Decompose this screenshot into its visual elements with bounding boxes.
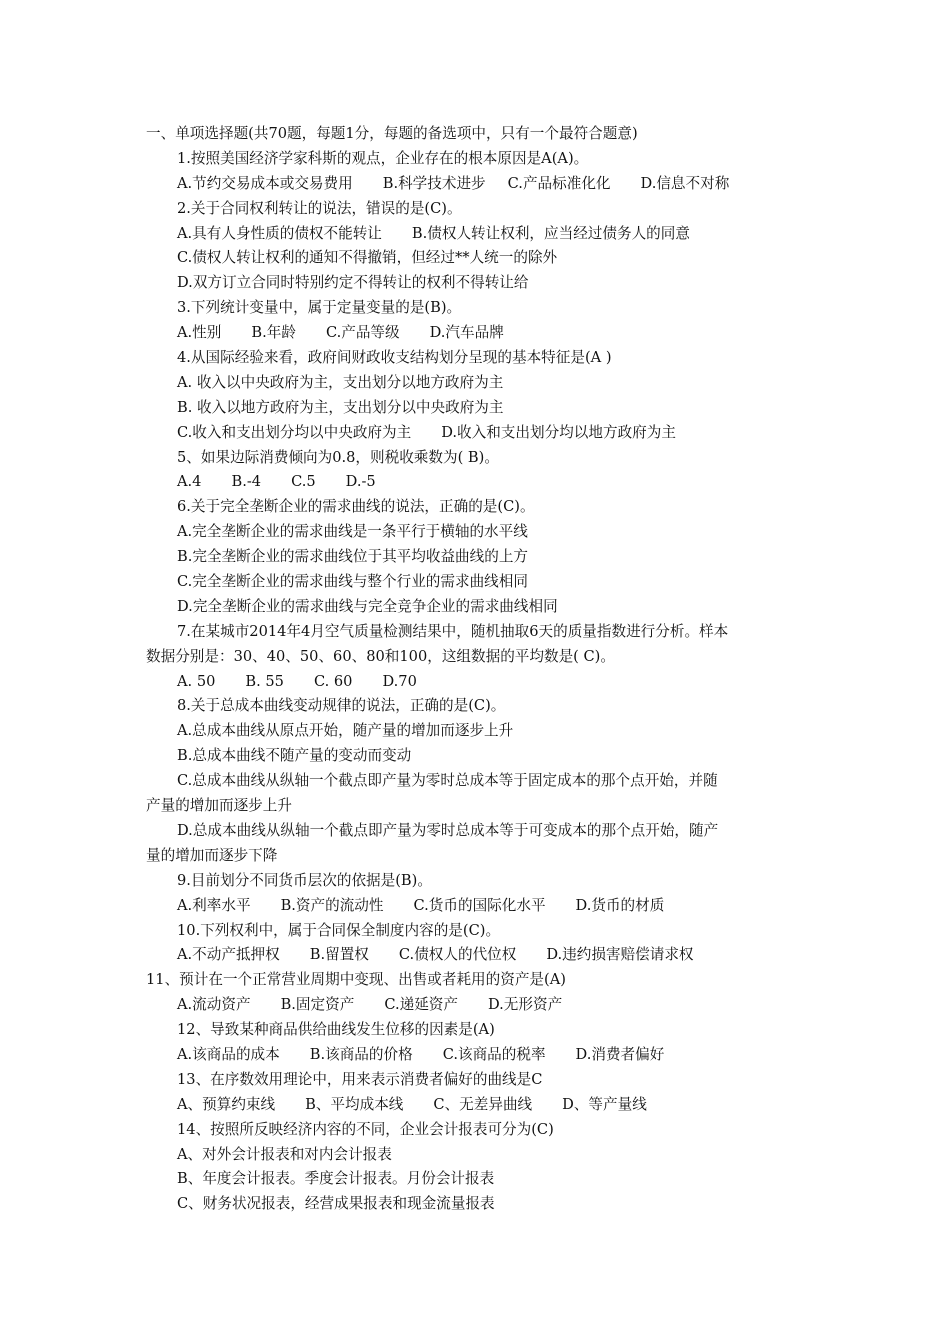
option: C.债权人转让权利的通知不得撤销，但经过**人统一的除外 (177, 249, 558, 267)
option-row (146, 172, 816, 197)
option: A、预算约束线 (177, 1095, 276, 1113)
option: A.该商品的成本 (177, 1045, 280, 1063)
option: C.该商品的税率 (442, 1045, 546, 1063)
option: B. 收入以地方政府为主，支出划分以中央政府为主 (177, 398, 504, 416)
option-row (146, 670, 816, 695)
option: A.不动产抵押权 (177, 946, 280, 964)
option: B.科学技术进步 (382, 174, 486, 192)
option: B.留置权 (309, 946, 369, 964)
option: A.性别 (177, 324, 222, 342)
question-stem: 6.关于完全垄断企业的需求曲线的说法，正确的是(C)。 (177, 498, 535, 516)
option-row (146, 421, 816, 446)
option: A.总成本曲线从原点开始，随产量的增加而逐步上升 (177, 722, 514, 740)
option-row (146, 470, 816, 495)
question-stem: 9.目前划分不同货币层次的依据是(B)。 (177, 871, 432, 889)
option-row (146, 894, 816, 919)
option: C.总成本曲线从纵轴一个截点即产量为零时总成本等于固定成本的那个点开始，并随 (177, 772, 718, 790)
question-stem: 10.下列权利中，属于合同保全制度内容的是(C)。 (177, 921, 501, 939)
option: D.收入和支出划分均以地方政府为主 (441, 423, 676, 441)
option-row (146, 993, 816, 1018)
option: B.债权人转让权利，应当经过债务人的同意 (411, 224, 690, 242)
section-title: 一、单项选择题(共70题，每题1分，每题的备选项中，只有一个最符合题意) (146, 125, 638, 142)
option: C、无差异曲线 (433, 1095, 533, 1113)
question-stem: 13、在序数效用理论中，用来表示消费者偏好的曲线是C (177, 1070, 543, 1088)
option: B.总成本曲线不随产量的变动而变动 (177, 747, 412, 765)
question-stem: 4.从国际经验来看，政府间财政收支结构划分呈现的基本特征是(A ) (177, 349, 612, 367)
option: D.总成本曲线从纵轴一个截点即产量为零时总成本等于可变成本的那个点开始，随产 (177, 821, 719, 839)
question-stem: 1.按照美国经济学家科斯的观点，企业存在的根本原因是A(A)。 (177, 149, 589, 167)
option-row (146, 321, 816, 346)
option: C.货币的国际化水平 (413, 896, 546, 914)
option: C.债权人的代位权 (398, 946, 517, 964)
option: B. 55 (245, 672, 284, 690)
option: D.完全垄断企业的需求曲线与完全竞争企业的需求曲线相同 (177, 597, 558, 615)
question-stem: 8.关于总成本曲线变动规律的说法，正确的是(C)。 (177, 697, 506, 715)
option: A.流动资产 (177, 996, 251, 1014)
question-stem-continued: 数据分别是：30、40、50、60、80和100，这组数据的平均数是( C)。 (146, 647, 615, 665)
option: B、年度会计报表。季度会计报表。月份会计报表 (177, 1170, 495, 1188)
option: B.-4 (231, 473, 262, 491)
option: B.资产的流动性 (280, 896, 384, 914)
option: D.货币的材质 (575, 896, 665, 914)
option: D.信息不对称 (640, 174, 730, 192)
option: D.无形资产 (487, 996, 563, 1014)
option-row (146, 1093, 816, 1118)
option: A. 收入以中央政府为主，支出划分以地方政府为主 (177, 373, 504, 391)
option: B.该商品的价格 (309, 1045, 413, 1063)
question-stem: 7.在某城市2014年4月空气质量检测结果中，随机抽取6天的质量指数进行分析。样本 (177, 622, 729, 640)
option-row (146, 1043, 816, 1068)
option: C. 60 (313, 672, 353, 690)
option: C.递延资产 (384, 996, 458, 1014)
option: A.具有人身性质的债权不能转让 (177, 224, 382, 242)
option: A、对外会计报表和对内会计报表 (177, 1145, 392, 1163)
option: B.完全垄断企业的需求曲线位于其平均收益曲线的上方 (177, 548, 529, 566)
option-row (146, 222, 816, 247)
option: A. 50 (177, 672, 216, 690)
question-stem: 11、预计在一个正常营业周期中变现、出售或者耗用的资产是(A) (146, 971, 566, 989)
option: C.产品标准化化 (507, 174, 611, 192)
question-stem: 12、导致某种商品供给曲线发生位移的因素是(A) (177, 1021, 495, 1039)
option: A.4 (177, 473, 202, 491)
option: C.产品等级 (325, 324, 400, 342)
option: C.收入和支出划分均以中央政府为主 (177, 423, 412, 441)
document-body (146, 122, 816, 1217)
question-stem: 3.下列统计变量中，属于定量变量的是(B)。 (177, 299, 462, 317)
option: C.完全垄断企业的需求曲线与整个行业的需求曲线相同 (177, 573, 528, 591)
option: B、平均成本线 (305, 1095, 404, 1113)
option: D.汽车品牌 (429, 324, 504, 342)
option: A.利率水平 (177, 896, 251, 914)
option-row (146, 943, 816, 968)
option: B.年龄 (251, 324, 296, 342)
option: D、等产量线 (562, 1095, 647, 1113)
option: D.70 (382, 672, 417, 690)
option: D.违约损害赔偿请求权 (546, 946, 694, 964)
question-stem: 14、按照所反映经济内容的不同，企业会计报表可分为(C) (177, 1120, 554, 1138)
question-stem: 5、如果边际消费倾向为0.8，则税收乘数为( B)。 (177, 448, 499, 466)
option: A.节约交易成本或交易费用 (177, 174, 353, 192)
option: B.固定资产 (280, 996, 355, 1014)
option: D.双方订立合同时特别约定不得转让的权利不得转让给 (177, 274, 529, 292)
option: A.完全垄断企业的需求曲线是一条平行于横轴的水平线 (177, 523, 528, 541)
option-continued: 产量的增加而逐步上升 (146, 797, 292, 815)
option: C.5 (291, 473, 316, 491)
option: D.-5 (345, 473, 376, 491)
question-stem: 2.关于合同权利转让的说法，错误的是(C)。 (177, 199, 462, 217)
option-continued: 量的增加而逐步下降 (146, 846, 278, 864)
option: D.消费者偏好 (575, 1045, 665, 1063)
option: C、财务状况报表，经营成果报表和现金流量报表 (177, 1195, 495, 1213)
